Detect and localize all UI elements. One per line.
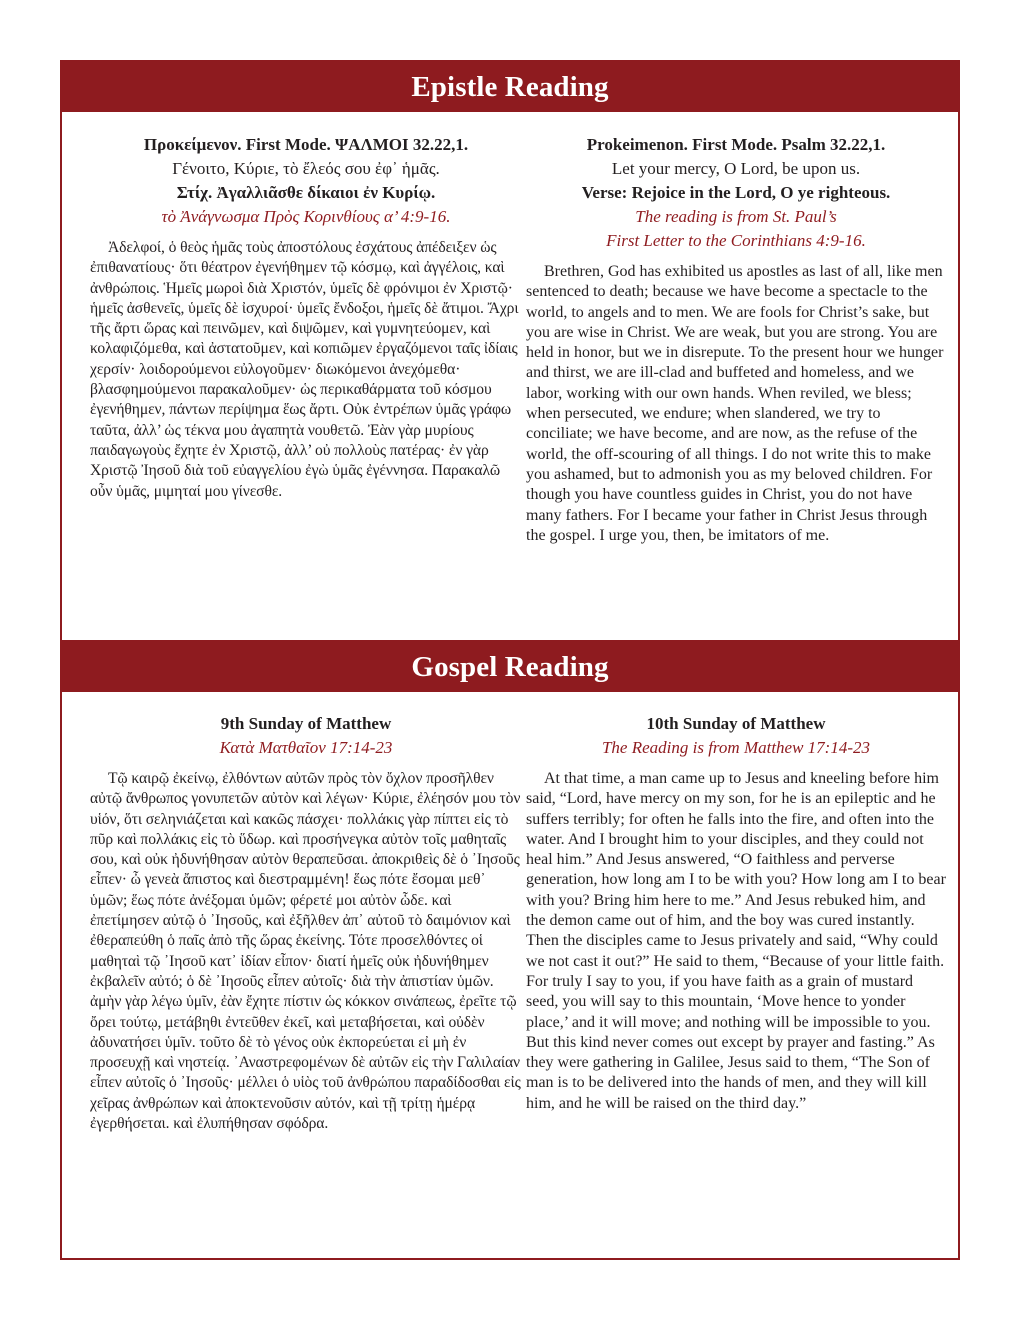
gospel-title: Gospel Reading [62,642,958,692]
english-sunday-title: 10th Sunday of Matthew [646,714,826,733]
greek-reading-reference: τὸ Ἀνάγνωσμα Πρὸς Κορινθίους α’ 4:9-16. [161,207,451,226]
english-reading-reference-1: The reading is from St. Paul’s [635,207,837,226]
epistle-greek-column [90,133,522,502]
greek-prokeimenon-line: Γένοιτο, Κύριε, τὸ ἔλεός σου ἐφ᾽ ἡμᾶς. [172,159,440,178]
epistle-title: Epistle Reading [62,62,958,112]
epistle-greek-text: Ἀδελφοί, ὁ θεὸς ἡμᾶς τοὺς ἀποστόλους ἐσχάτους ἀπέδειξεν ὡς ἐπιθανατίους· ὅτι θέατρον ἐγενήθημεν τῷ κόσμῳ, καὶ ἀγγέλοις, καὶ ἀνθρώποις. Ἡμεῖς μωροὶ διὰ Χριστόν, ὑμεῖς δὲ φρόνιμοι ἐν Χριστῷ· ἡμεῖς ἀσθενεῖς, ὑμεῖς δὲ ἰσχυροί· ὑμεῖς ἔνδοξοι, ἡμεῖς δὲ ἄτιμοι. Ἄχρι τῆς ἄρτι ὥρας καὶ πεινῶμεν, καὶ διψῶμεν, καὶ γυμνητεύομεν, καὶ κολαφιζόμεθα, καὶ ἀστατοῦμεν, καὶ κοπιῶμεν ἐργαζόμενοι ταῖς ἰδίαις χερσίν· λοιδορούμενοι εὐλογοῦμεν· διωκόμενοι ἀνεχόμεθα· βλασφημούμενοι παρακαλοῦμεν· ὡς περικαθάρματα τοῦ κόσμου ἐγενήθημεν, πάντων περίψημα ἕως ἄρτι. Οὐκ ἐντρέπων ὑμᾶς γράφω ταῦτα, ἀλλ’ ὡς τέκνα μου ἀγαπητὰ νουθετῶ. Ἐὰν γὰρ μυρίους παιδαγωγοὺς ἔχητε ἐν Χριστῷ, ἀλλ’ οὐ πολλοὺς πατέρας· ἐν γὰρ Χριστῷ Ἰησοῦ διὰ τοῦ εὐαγγελίου ἐγὼ ὑμᾶς ἐγέννησα. Παρακαλῶ οὖν ὑμᾶς, μιμηταί μου γίνεσθε. [90,239,519,500]
gospel-english-header [526,712,946,760]
english-reading-reference-2: First Letter to the Corinthians 4:9-16. [606,231,866,250]
gospel-greek-text: Τῷ καιρῷ ἐκείνῳ, ἐλθόντων αὐτῶν πρὸς τὸν ὄχλον προσῆλθεν αὐτῷ ἄνθρωπος γονυπετῶν αὐτὸν καὶ λέγων· Κύριε, ἐλέησόν μου τὸν υἱόν, ὅτι σεληνιάζεται καὶ κακῶς πάσχει· πολλάκις γὰρ πίπτει εἰς τὸ πῦρ καὶ πολλάκις εἰς τὸ ὕδωρ. καὶ προσήνεγκα αὐτὸν τοῖς μαθηταῖς σου, καὶ οὐκ ἠδυνήθησαν αὐτὸν θεραπεῦσαι. ἀποκριθεὶς δὲ ὁ ᾿Ιησοῦς εἶπεν· ὦ γενεὰ ἄπιστος καὶ διεστραμμένη! ἕως πότε ἔσομαι μεθ᾿ ὑμῶν; ἕως πότε ἀνέξομαι ὑμῶν; φέρετέ μοι αὐτὸν ὧδε. καὶ ἐπετίμησεν αὐτῷ ὁ ᾿Ιησοῦς, καὶ ἐξῆλθεν ἀπ᾿ αὐτοῦ τὸ δαιμόνιον καὶ ἐθεραπεύθη ὁ παῖς ἀπὸ τῆς ὥρας ἐκείνης. Τότε προσελθόντες οἱ μαθηταὶ τῷ ᾿Ιησοῦ κατ᾿ ἰδίαν εἶπον· διατί ἡμεῖς οὐκ ἠδυνήθημεν ἐκβαλεῖν αὐτό; ὁ δὲ ᾿Ιησοῦς εἶπεν αὐτοῖς· διὰ τὴν ἀπιστίαν ὑμῶν. ἀμὴν γὰρ λέγω ὑμῖν, ἐὰν ἔχητε πίστιν ὡς κόκκον σινάπεως, ἐρεῖτε τῷ ὄρει τούτῳ, μετάβηθι ἐντεῦθεν ἐκεῖ, καὶ μεταβήσεται, καὶ οὐδὲν ἀδυνατήσει ὑμῖν. τοῦτο δὲ τὸ γένος οὐκ ἐκπορεύεται εἰ μὴ ἐν προσευχῇ καὶ νηστείᾳ. ᾿Αναστρεφομένων δὲ αὐτῶν εἰς τὴν Γαλιλαίαν εἶπεν αὐτοῖς ὁ ᾿Ιησοῦς· μέλλει ὁ υἱὸς τοῦ ἀνθρώπου παραδίδοσθαι εἰς χεῖρας ἀνθρώπων καὶ ἀποκτενοῦσιν αὐτόν, καὶ τῇ τρίτῃ ἡμέρᾳ ἐγερθήσεται. καὶ ἐλυπήθησαν σφόδρα. [90,770,521,1133]
epistle-english-column [526,133,946,546]
epistle-section [60,60,960,640]
greek-prokeimenon: Προκείμενον. First Mode. ΨΑΛΜΟΙ 32.22,1. [143,135,469,154]
english-verse: Verse: Rejoice in the Lord, O ye righteous. [581,183,891,202]
epistle-english-text: Brethren, God has exhibited us apostles as last of all, like men sentenced to death; because we have become a spectacle to the world, to angels and to men. We are fools for Christ’s sake, but you are wise in Christ. We are weak, but you are strong. You are held in honor, but we in disrepute. To the present hour we hunger and thirst, we are ill-clad and buffeted and homeless, and we labor, working with our own hands. When reviled, we bless; when persecuted, we endure; when slandered, we try to conciliate; we have become, and are now, as the refuse of the world, the off-scouring of all things. I do not write this to make you ashamed, but to admonish you as my beloved children. For though you have countless guides in Christ, you do not have many fathers. For I became your father in Christ Jesus through the gospel. I urge you, then, be imitators of me. [526,263,944,544]
epistle-greek-header [90,133,522,229]
gospel-english-text: At that time, a man came up to Jesus and kneeling before him said, “Lord, have mercy on my son, for he is an epileptic and he suffers terribly; for often he falls into the fire, and often into the water. And I brought him to your disciples, and they could not heal him.” And Jesus answered, “O faithless and perverse generation, how long am I to be with you? How long am I to bear with you? Bring him here to me.” And Jesus rebuked him, and the demon came out of him, and the boy was cured instantly. Then the disciples came to Jesus privately and said, “Why could we not cast it out?” He said to them, “Because of your little faith. For truly I say to you, if you have faith as a grain of mustard seed, you will say to this mountain, ‘Move hence to yonder place,’ and it will move; and nothing will be impossible to you. But this kind never comes out except by prayer and fasting.” As they were gathering in Galilee, Jesus said to them, “The Son of man is to be delivered into the hands of men, and they will kill him, and he will be raised on the third day.” [526,770,946,1112]
gospel-greek-column [90,712,522,1134]
gospel-greek-header [90,712,522,760]
english-prokeimenon-line: Let your mercy, O Lord, be upon us. [611,159,861,178]
greek-gospel-reference: Κατὰ Ματθαῖον 17:14-23 [219,738,393,757]
gospel-english-column [526,712,946,1114]
greek-verse: Στίχ. Ἀγαλλιᾶσθε δίκαιοι ἐν Κυρίῳ. [176,183,436,202]
epistle-english-header [526,133,946,253]
english-gospel-reference: The Reading is from Matthew 17:14-23 [601,738,871,757]
gospel-section [60,640,960,1260]
english-prokeimenon: Prokeimenon. First Mode. Psalm 32.22,1. [586,135,886,154]
greek-sunday-title: 9th Sunday of Matthew [220,714,392,733]
